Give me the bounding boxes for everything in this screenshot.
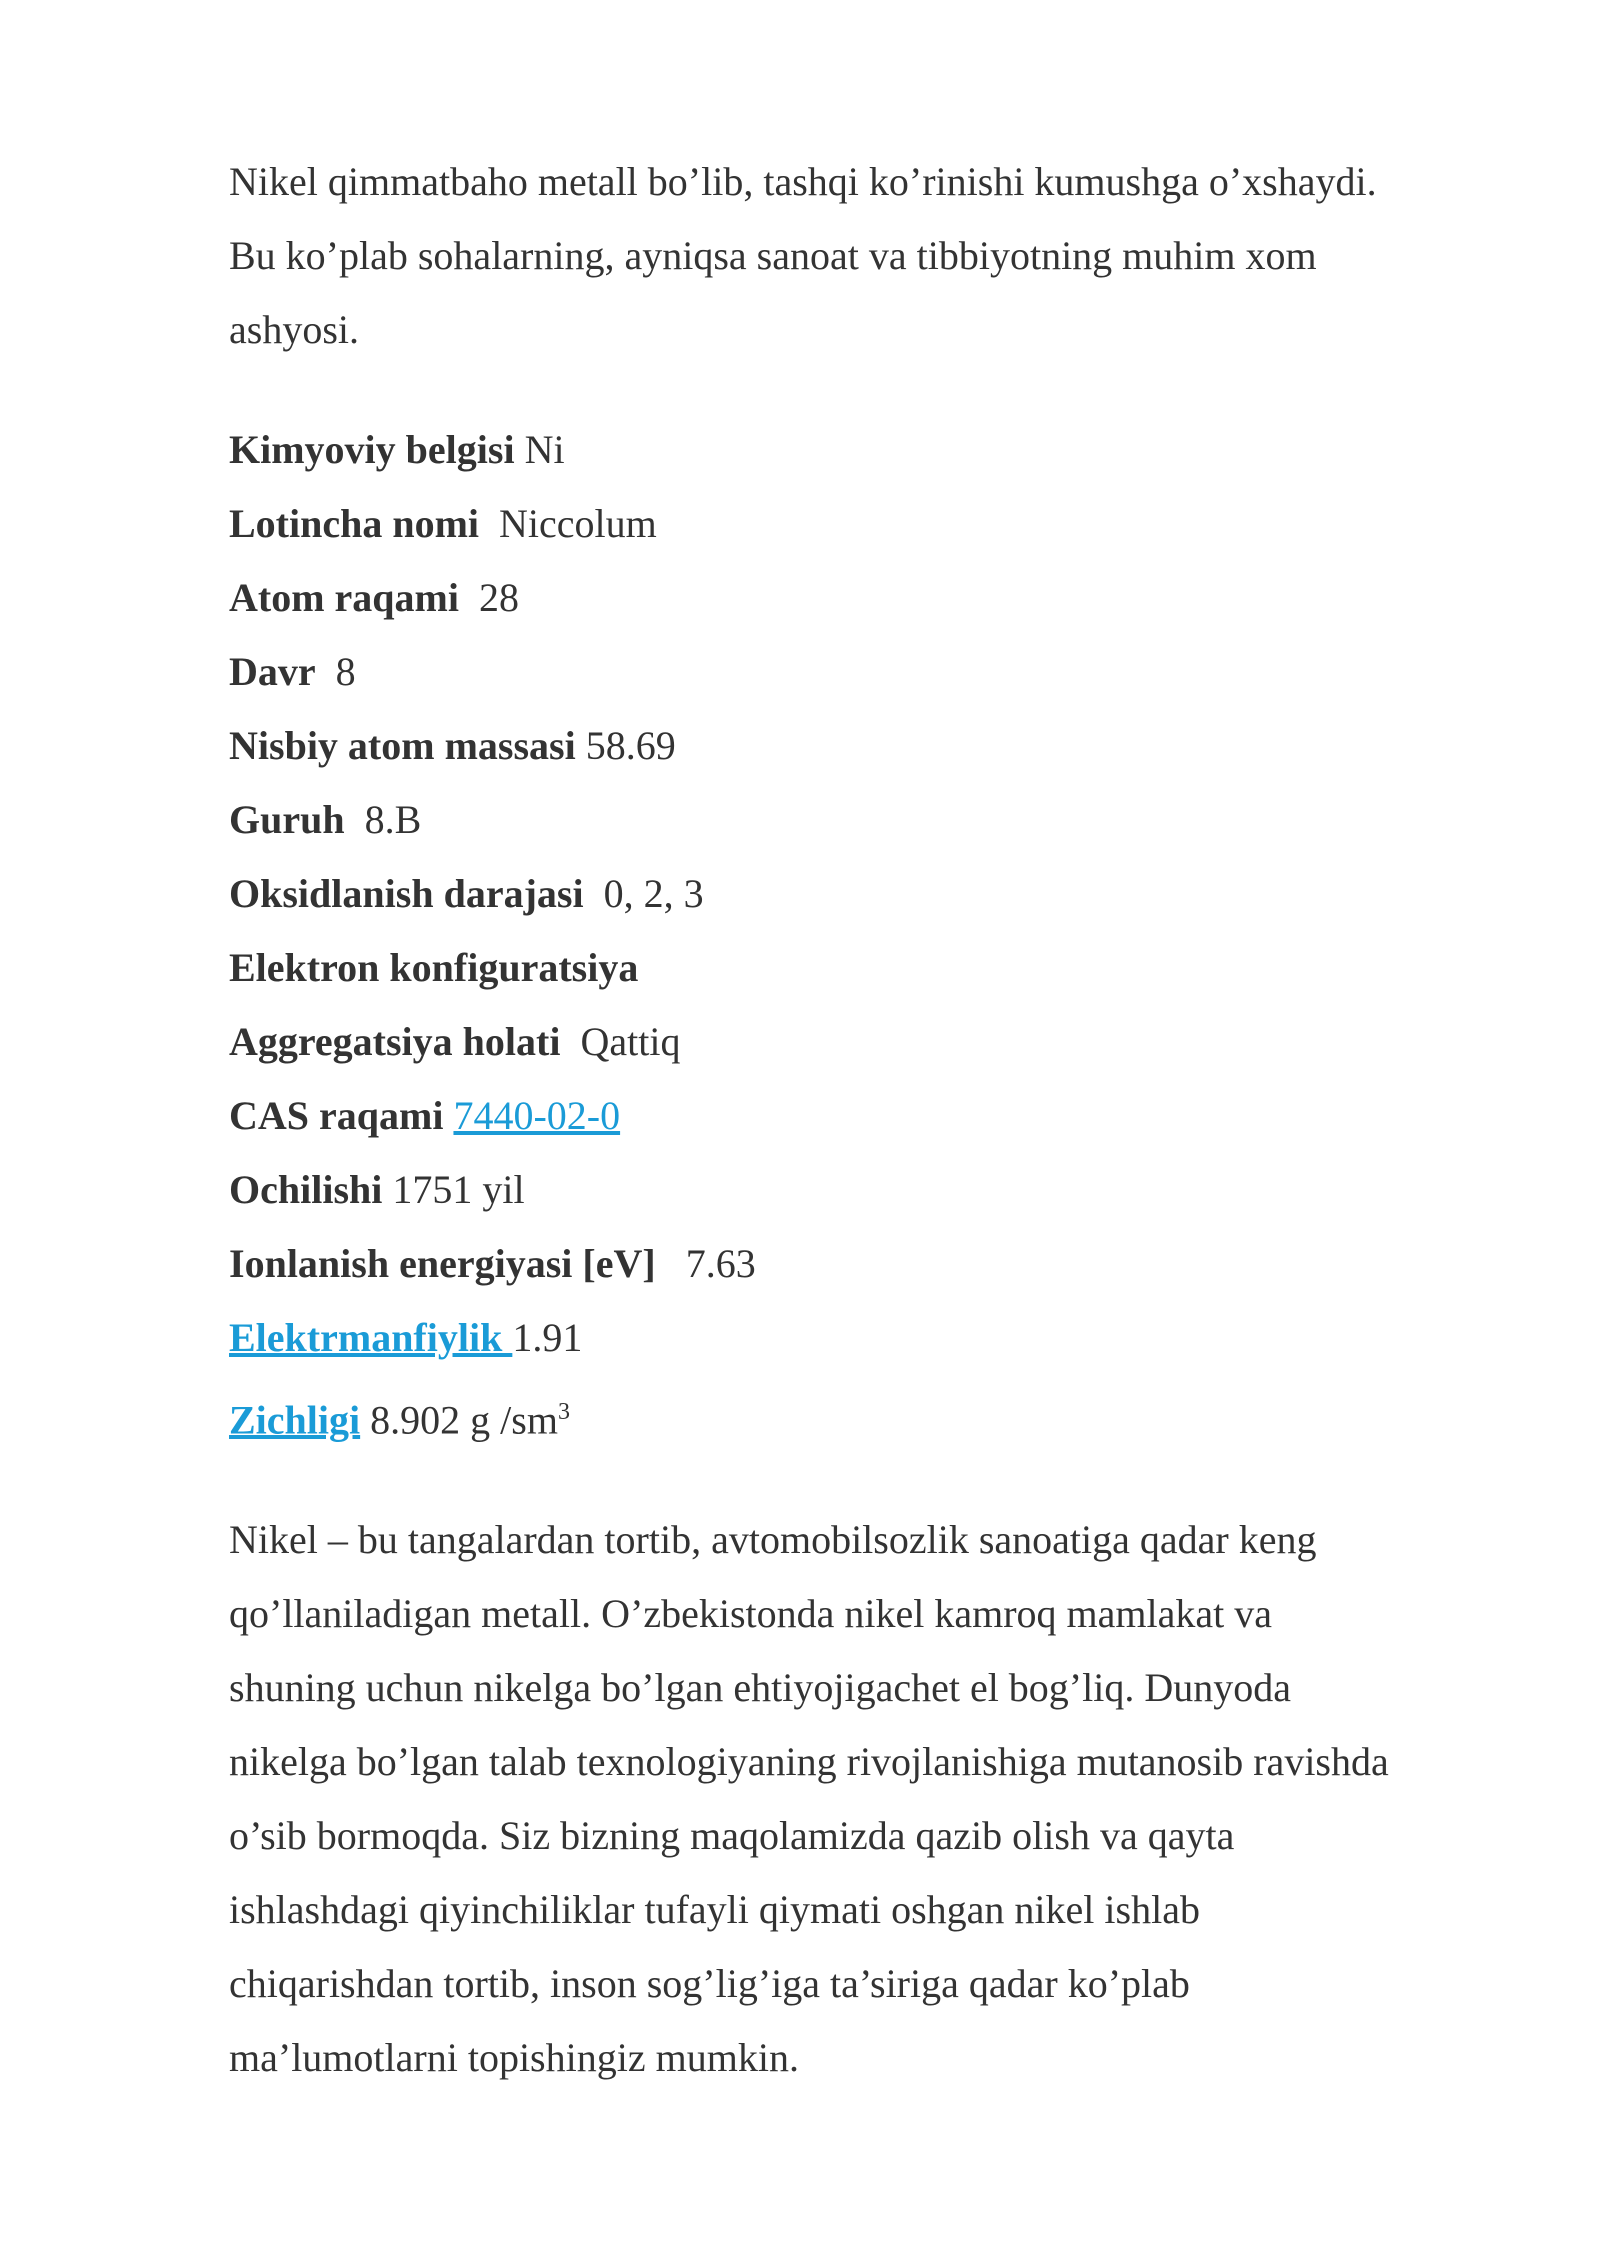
fact-aggregation-state [229, 1005, 1529, 1079]
fact-label: Aggregatsiya holati [229, 1019, 561, 1064]
fact-label: Ionlanish energiyasi [eV] [229, 1241, 656, 1286]
fact-value: 1751 yil [382, 1167, 525, 1212]
fact-value: Ni [514, 427, 565, 472]
fact-discovery [229, 1153, 1529, 1227]
body-line: Nikel – bu tangalardan tortib, avtomobilsozlik sanoatiga qadar keng [229, 1517, 1317, 1563]
fact-label: Kimyoviy belgisi [229, 427, 515, 472]
body-line: shuning uchun nikelga bo’lgan ehtiyojigachet el bog’liq. Dunyoda [229, 1665, 1291, 1711]
fact-cas-number [229, 1079, 1529, 1153]
fact-label: Ochilishi [229, 1167, 383, 1212]
fact-value: 8 [315, 649, 356, 694]
intro-line: Bu ko’plab sohalarning, ayniqsa sanoat va tibbiyotning muhim xom [229, 233, 1317, 278]
fact-electronegativity [229, 1301, 1529, 1375]
fact-value: 8.B [344, 797, 422, 842]
fact-value: 1.91 [512, 1315, 583, 1360]
fact-ionization-energy [229, 1227, 1529, 1301]
intro-line: ashyosi. [229, 307, 359, 352]
fact-label: Lotincha nomi [229, 501, 480, 546]
intro-line: Nikel qimmatbaho metall bo’lib, tashqi ko’rinishi kumushga o’xshaydi. [229, 159, 1377, 204]
fact-value: 7.63 [655, 1241, 756, 1286]
fact-latin-name [229, 487, 1529, 561]
body-line: ishlashdagi qiyinchiliklar tufayli qiymati oshgan nikel ishlab [229, 1887, 1200, 1933]
density-link[interactable]: Zichligi [229, 1397, 361, 1443]
fact-electron-configuration [229, 931, 1529, 1005]
fact-group [229, 783, 1529, 857]
fact-period [229, 635, 1529, 709]
body-line: nikelga bo’lgan talab texnologiyaning rivojlanishiga mutanosib ravishda [229, 1739, 1389, 1785]
fact-label: Guruh [229, 797, 345, 842]
cas-number-link[interactable]: 7440-02-0 [453, 1093, 621, 1138]
fact-label: Nisbiy atom massasi [229, 723, 576, 768]
fact-label: Davr [229, 649, 316, 694]
fact-value: 0, 2, 3 [583, 871, 704, 916]
electronegativity-link[interactable]: Elektrmanfiylik [229, 1315, 513, 1360]
body-line: o’sib bormoqda. Siz bizning maqolamizda qazib olish va qayta [229, 1813, 1235, 1859]
fact-label: Atom raqami [229, 575, 459, 620]
unit-superscript: 3 [557, 1399, 570, 1425]
fact-value: 8.902 g /sm [360, 1397, 558, 1443]
fact-value: Qattiq [560, 1019, 681, 1064]
fact-label: Oksidlanish darajasi [229, 871, 584, 916]
document-page [229, 145, 1529, 2095]
fact-chemical-symbol [229, 413, 1529, 487]
fact-value: 58.69 [575, 723, 676, 768]
intro-paragraph [229, 145, 1529, 367]
fact-label: Elektron konfiguratsiya [229, 945, 639, 990]
fact-value: Niccolum [479, 501, 657, 546]
fact-oxidation-states [229, 857, 1529, 931]
body-line: chiqarishdan tortib, inson sog’lig’iga ta’siriga qadar ko’plab [229, 1961, 1190, 2007]
body-line: ma’lumotlarni topishingiz mumkin. [229, 2035, 799, 2081]
body-paragraph [229, 1503, 1529, 2095]
fact-density [229, 1375, 1529, 1457]
fact-value: 28 [458, 575, 519, 620]
body-line: qo’llaniladigan metall. O’zbekistonda nikel kamroq mamlakat va [229, 1591, 1273, 1637]
fact-atomic-mass [229, 709, 1529, 783]
element-facts-list [229, 413, 1529, 1457]
fact-label: CAS raqami [229, 1093, 444, 1138]
fact-atomic-number [229, 561, 1529, 635]
